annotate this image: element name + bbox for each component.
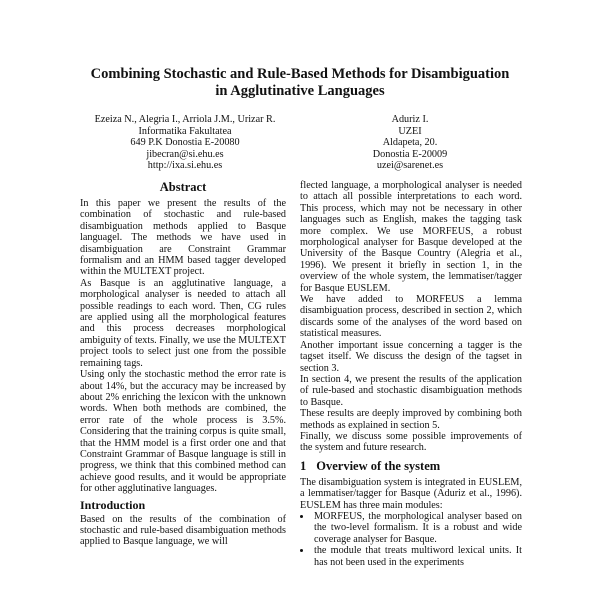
section-1-title: Overview of the system [316, 458, 441, 473]
body-paragraph-3: Another important issue concerning a tagger is the tagset itself. We discuss the design of the tagset in section 3. [300, 339, 522, 374]
abstract-paragraph-3: Using only the stochastic method the error rate is about 14%, but the accuracy may be increased by about 2% enriching the lexicon with the unknown words. When both methods are combined, the error rate of the whole process is 3.5%. Considering that the training corpus is quite small, that the HMM model is a first order one and that Constraint Grammar of Basque language is still in progress, we think that this combined method can achieve good results, and it would be appropriate for other agglutinative languages. [80, 369, 286, 495]
list-item: • the module that treats multiword lexical units. It has not been used in the experiments [312, 545, 522, 568]
author-names: Ezeiza N., Alegria I., Arriola J.M., Urizar R. [94, 114, 276, 125]
section-1-bullet-list [300, 511, 522, 568]
section-1-number: 1 [300, 458, 307, 473]
paper-title [40, 66, 560, 100]
author-street-2: Aldapeta, 20. [382, 137, 438, 149]
list-item: • MORFEUS, the morphological analyser based on the two-level formalism. It is a robust and wide coverage analyser for Basque. [312, 511, 522, 545]
authors-right-block [330, 114, 490, 172]
abstract-paragraph-1: In this paper we present the results of the combination of stochastic and rule-based disambiguation methods applied to Basque languagel. The methods we have used in disambiguation are Constraint Grammar formalism and an HMM based tagger developed within the MULTEXT project. [80, 198, 286, 278]
right-column [300, 180, 522, 568]
left-column [80, 180, 286, 548]
section-1-heading [300, 459, 522, 474]
abstract-heading: Abstract [159, 180, 207, 194]
body-paragraph-6: Finally, we discuss some possible improvements of the system and future research. [300, 430, 522, 454]
section-1-paragraph: The disambiguation system is integrated in EUSLEM, a lemmatiser/tagger for Basque (Aduriz et al., 1996). EUSLEM has three main modules: [300, 476, 522, 511]
body-paragraph-5: These results are deeply improved by combining both methods as explained in section 5. [300, 408, 522, 431]
author-affiliation-2: UZEI [398, 125, 422, 137]
author-affiliation: Informatika Fakultatea [138, 125, 232, 137]
introduction-heading: Introduction [80, 497, 146, 512]
body-paragraph-4: In section 4, we present the results of the application of rule-based and stochastic disambiguation methods to Basque. [300, 373, 522, 408]
body-paragraph-1: flected language, a morphological analyser is needed to attach all possible interpretations to each word. This process, which may not be necessary in other languages such as English, makes the tagging task more complex. We use MORFEUS, a robust morphological analyser for Basque developed at the University of the Basque Country (Alegria et al., 1996). We present it briefly in section 1, in the overview of the whole system, the lemmatiser/tagger for Basque EUSLEM. [300, 180, 522, 294]
author-name-2: Aduriz I. [391, 114, 429, 125]
body-paragraph-2: We have added to MORFEUS a lemma disambiguation process, described in section 2, which discards some of the analyses of the word based on statistical measures. [300, 294, 522, 340]
author-address: 649 P.K Donostia E-20080 [130, 137, 240, 149]
author-url: http://ixa.si.ehu.es [147, 160, 223, 172]
title-line-2: in Agglutinative Languages [215, 83, 385, 99]
author-city-2: Donostia E-20009 [372, 148, 448, 160]
title-line-1: Combining Stochastic and Rule-Based Methods for Disambiguation [90, 66, 510, 82]
author-email: jibecran@si.ehu.es [146, 148, 224, 160]
author-email-2: uzei@sarenet.es [376, 160, 444, 172]
introduction-paragraph: Based on the results of the combination of stochastic and rule-based disambiguation methods applied to Basque language, we will [80, 513, 286, 548]
authors-left-block [60, 114, 310, 172]
abstract-paragraph-2: As Basque is an agglutinative language, a morphological analyser is needed to attach all possible readings to each word. Then, CG rules are applied using all the morphological features and this process decreases morphological ambiguity of texts. Finally, we use the MULTEXT project tools to select just one from the possible remaining tags. [80, 277, 286, 369]
